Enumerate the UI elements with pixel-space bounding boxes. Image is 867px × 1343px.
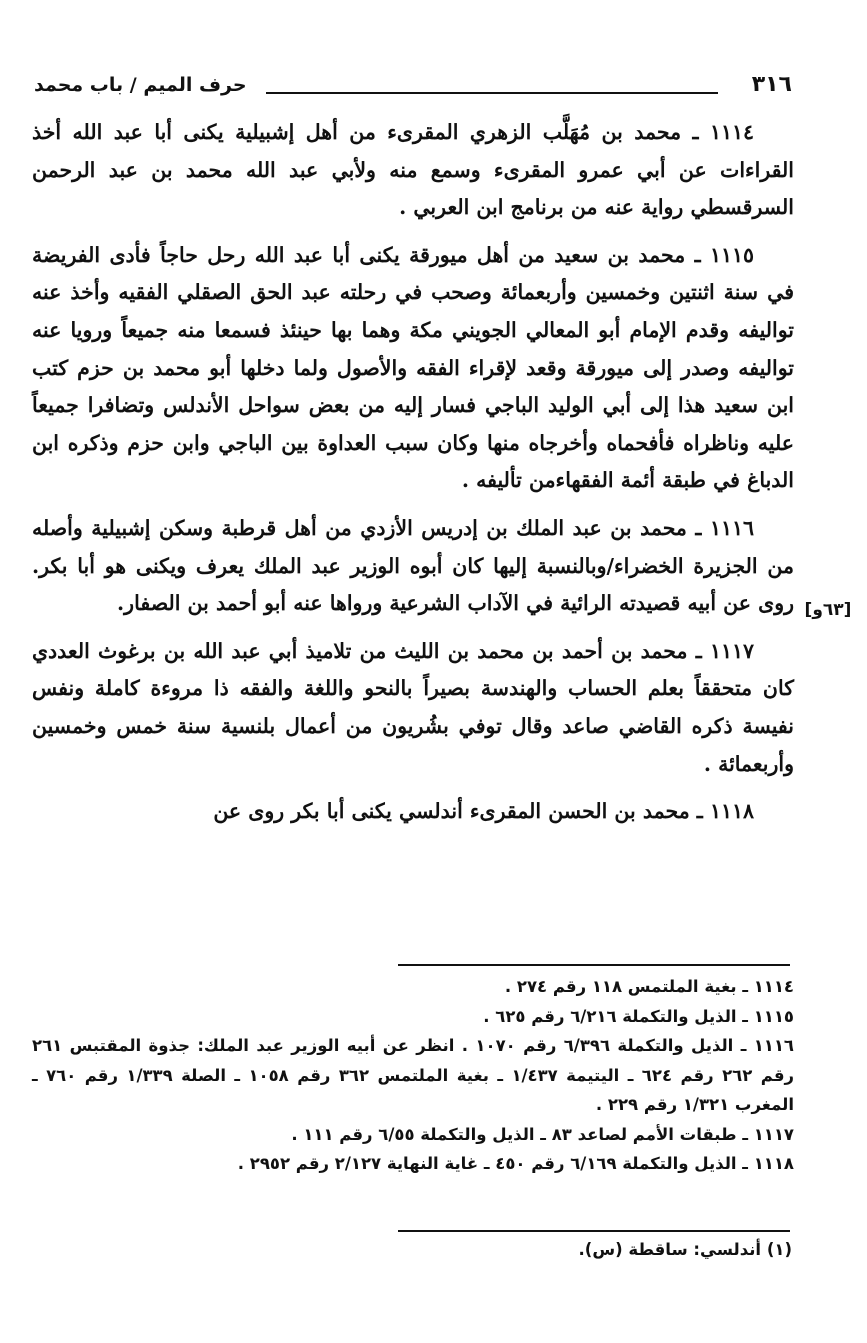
source-1116: ١١١٦ ـ الذيل والتكملة ٦/٣٩٦ رقم ١٠٧٠ . انظر عن أبيه الوزير عبد الملك: جذوة المقتبس ٢٦١ رقم ٢٦٢ رقم ٦٢٤ ـ اليتيمة ١/٤٣٧ ـ بغية الملتمس ٣٦٢ رقم ١٠٥٨ ـ الصلة ١/٣٣٩ رقم ٧٦٠ ـ المغرب ١/٣٢١ رقم ٢٢٩ . (32, 1036, 795, 1114)
entry-1114: ١١١٤ ـ محمد بن مُهَلَّب الزهري المقرىء من أهل إشبيلية يكنى أبا عبد الله أخذ القراءات عن أبي عمرو المقرىء وسمع منه ولأبي عبد الله محمد بن عبد الرحمن السرقسطي رواية عنه من برنامج ابن العربي . (32, 120, 794, 220)
page-number: ٣١٦ (751, 72, 792, 97)
margin-folio-reference: [٦٣و] (804, 600, 852, 620)
source-1118: ١١١٨ ـ الذيل والتكملة ٦/١٦٩ رقم ٤٥٠ ـ غاية النهاية ٢/١٢٧ رقم ٢٩٥٢ . (237, 1154, 794, 1173)
page-header (34, 72, 792, 102)
entry-1115: ١١١٥ ـ محمد بن سعيد من أهل ميورقة يكنى أبا عبد الله رحل حاجاً فأدى الفريضة في سنة اثنتين وخمسين وأربعمائة وصحب في رحلته عبد الحق الصقلي الفقيه وأخذ عنه تواليفه وقدم الإمام أبو المعالي الجويني مكة وهما بها حينئذ فسمعا منه جميعاً ورويا عنه تواليفه وصدر إلى ميورقة وقعد لإقراء الفقه والأصول ولما دخلها أبو محمد بن حزم كتب ابن سعيد هذا إلى أبي الوليد الباجي فسار إليه من بعض سواحل الأندلس وتضافرا جميعاً عليه وناظراه فأفحماه وأخرجاه منها وكان سبب العداوة بين الباجي وابن حزم وذكره ابن الدباغ في طبقة أئمة الفقهاءمن تأليفه . (32, 242, 794, 493)
sources-notes (32, 972, 794, 1179)
source-1115: ١١١٥ ـ الذيل والتكملة ٦/٢١٦ رقم ٦٢٥ . (483, 1006, 794, 1026)
entry-1118: ١١١٨ ـ محمد بن الحسن المقرىء أندلسي يكنى أبا بكر روى عن (213, 799, 754, 824)
footnote: (١) أندلسي: ساقطة (س). (578, 1240, 792, 1259)
entry-1117: ١١١٧ ـ محمد بن أحمد بن محمد بن الليث من تلاميذ أبي عبد الله بن برغوث العددي كان متحققاً بعلم الحساب والهندسة بصيراً بالنحو واللغة والفقه ذا مروءة كاملة ونفس نفيسة ذكره القاضي صاعد وقال توفي بشُريون من أعمال بلنسية سنة خمس وخمسين وأربعمائة . (32, 638, 794, 776)
entry-1116: ١١١٦ ـ محمد بن عبد الملك بن إدريس الأزدي من أهل قرطبة وسكن إشبيلية وأصله من الجزيرة الخضراء/وبالنسبة إليها كان أبوه الوزير عبد الملك يعرف ويكنى هو أبا بكر. روى عن أبيه قصيدته الرائية في الآداب الشرعية ورواها عنه أبو أحمد بن الصفار. (32, 515, 794, 616)
source-1114: ١١١٤ ـ بغية الملتمس ١١٨ رقم ٢٧٤ . (504, 977, 794, 996)
source-1117: ١١١٧ ـ طبقات الأمم لصاعد ٨٣ ـ الذيل والتكملة ٦/٥٥ رقم ١١١ . (291, 1124, 794, 1144)
header-rule (266, 92, 718, 94)
running-head: حرف الميم / باب محمد (34, 74, 247, 96)
sources-rule (398, 964, 790, 966)
main-text (32, 114, 794, 841)
footnote-rule (398, 1230, 790, 1232)
